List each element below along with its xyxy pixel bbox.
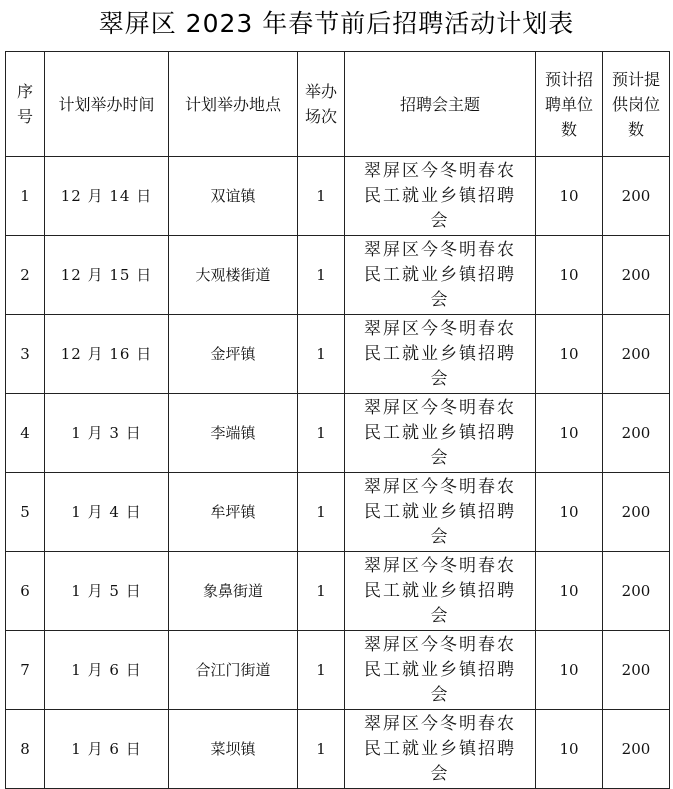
cell-seq: 7	[6, 631, 45, 710]
cell-units: 10	[536, 236, 603, 315]
cell-units: 10	[536, 710, 603, 789]
cell-time: 1 月 6 日	[45, 710, 169, 789]
cell-place: 李端镇	[169, 394, 298, 473]
table-row	[6, 394, 670, 473]
table-row	[6, 552, 670, 631]
cell-time: 1 月 6 日	[45, 631, 169, 710]
cell-theme: 翠屏区今冬明春农民工就业乡镇招聘会	[345, 236, 536, 315]
cell-time: 12 月 16 日	[45, 315, 169, 394]
cell-jobs: 200	[603, 552, 670, 631]
cell-seq: 2	[6, 236, 45, 315]
cell-seq: 3	[6, 315, 45, 394]
cell-units: 10	[536, 157, 603, 236]
cell-count: 1	[298, 236, 345, 315]
cell-theme: 翠屏区今冬明春农民工就业乡镇招聘会	[345, 631, 536, 710]
table-row	[6, 710, 670, 789]
cell-place: 大观楼街道	[169, 236, 298, 315]
cell-units: 10	[536, 315, 603, 394]
cell-theme: 翠屏区今冬明春农民工就业乡镇招聘会	[345, 394, 536, 473]
cell-theme: 翠屏区今冬明春农民工就业乡镇招聘会	[345, 710, 536, 789]
cell-seq: 1	[6, 157, 45, 236]
cell-theme: 翠屏区今冬明春农民工就业乡镇招聘会	[345, 157, 536, 236]
recruitment-plan-table	[5, 51, 670, 789]
cell-place: 菜坝镇	[169, 710, 298, 789]
header-time: 计划举办时间	[45, 52, 169, 157]
table-row	[6, 315, 670, 394]
cell-units: 10	[536, 552, 603, 631]
cell-theme: 翠屏区今冬明春农民工就业乡镇招聘会	[345, 315, 536, 394]
cell-time: 1 月 4 日	[45, 473, 169, 552]
cell-count: 1	[298, 315, 345, 394]
cell-time: 1 月 5 日	[45, 552, 169, 631]
cell-jobs: 200	[603, 710, 670, 789]
table-row	[6, 631, 670, 710]
cell-count: 1	[298, 710, 345, 789]
cell-theme: 翠屏区今冬明春农民工就业乡镇招聘会	[345, 552, 536, 631]
header-place: 计划举办地点	[169, 52, 298, 157]
table-body	[6, 157, 670, 789]
cell-time: 12 月 14 日	[45, 157, 169, 236]
cell-jobs: 200	[603, 236, 670, 315]
cell-jobs: 200	[603, 631, 670, 710]
cell-count: 1	[298, 473, 345, 552]
cell-place: 象鼻街道	[169, 552, 298, 631]
table-row	[6, 157, 670, 236]
cell-units: 10	[536, 473, 603, 552]
page-title: 翠屏区 2023 年春节前后招聘活动计划表	[98, 9, 575, 38]
cell-units: 10	[536, 394, 603, 473]
cell-jobs: 200	[603, 473, 670, 552]
cell-time: 12 月 15 日	[45, 236, 169, 315]
header-theme: 招聘会主题	[345, 52, 536, 157]
cell-count: 1	[298, 394, 345, 473]
cell-count: 1	[298, 552, 345, 631]
cell-jobs: 200	[603, 394, 670, 473]
table-row	[6, 236, 670, 315]
cell-jobs: 200	[603, 157, 670, 236]
cell-time: 1 月 3 日	[45, 394, 169, 473]
cell-theme: 翠屏区今冬明春农民工就业乡镇招聘会	[345, 473, 536, 552]
cell-seq: 5	[6, 473, 45, 552]
table-row	[6, 473, 670, 552]
cell-count: 1	[298, 631, 345, 710]
cell-place: 金坪镇	[169, 315, 298, 394]
cell-seq: 6	[6, 552, 45, 631]
cell-jobs: 200	[603, 315, 670, 394]
cell-place: 双谊镇	[169, 157, 298, 236]
cell-seq: 4	[6, 394, 45, 473]
header-count: 举办场次	[298, 52, 345, 157]
header-jobs: 预计提供岗位数	[603, 52, 670, 157]
cell-place: 牟坪镇	[169, 473, 298, 552]
cell-count: 1	[298, 157, 345, 236]
cell-units: 10	[536, 631, 603, 710]
header-row	[6, 52, 670, 157]
header-seq: 序号	[6, 52, 45, 157]
cell-seq: 8	[6, 710, 45, 789]
header-units: 预计招聘单位数	[536, 52, 603, 157]
cell-place: 合江门街道	[169, 631, 298, 710]
